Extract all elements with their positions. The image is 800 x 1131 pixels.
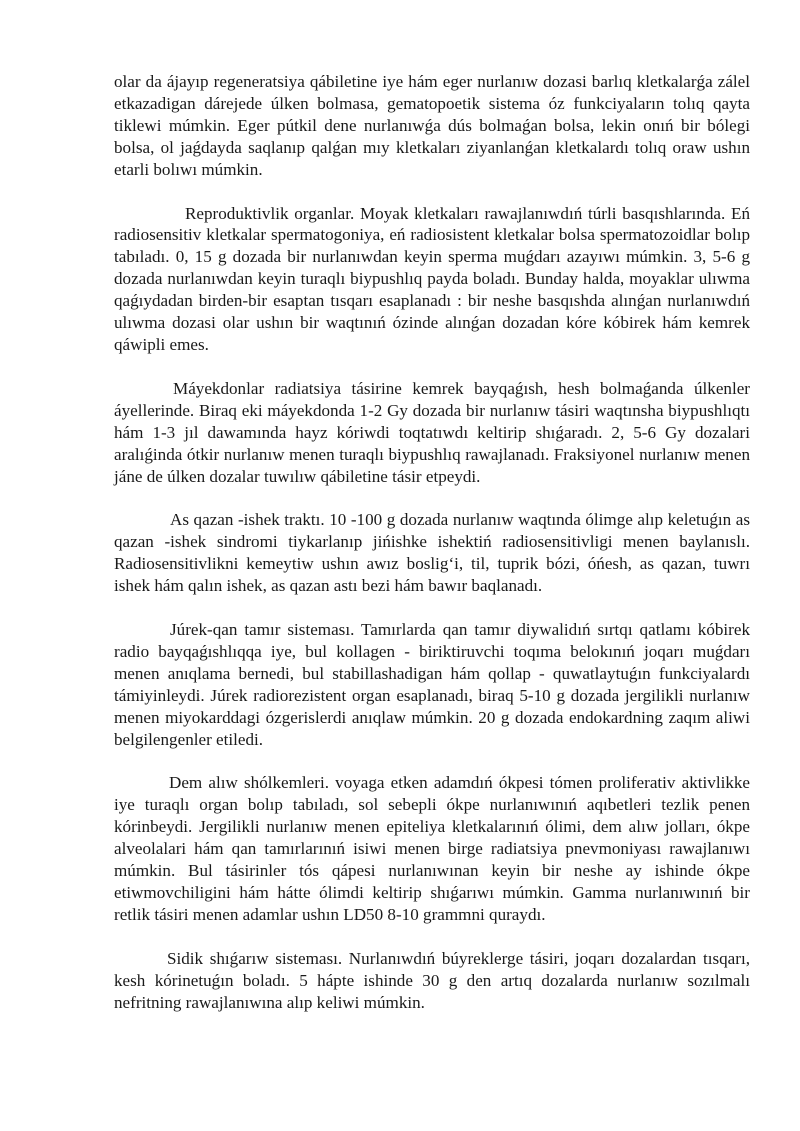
- paragraph-cardiovascular-system: Júrek-qan tamır sisteması. Tamırlarda qan tamır diywalidıń sırtqı qatlamı kóbirek radio bayqaǵıshlıqqa iye, bul kollagen - biriktiruvchi toqıma belokınıń joqarı muǵdarı menen anıqlama bernedi, bul stabillashadigan hám qollap - quwatlaytuǵın funkciyalardı támiyinleydi. Júrek radiorezistent organ esaplanadı, biraq 5-10 g dozada jergilikli nurlanıw menen miyokarddagi ózgerislerdi anıqlaw múmkin. 20 g dozada endokardning zaqım aliwi belgilengenler etiledi.: [114, 620, 750, 749]
- paragraph-respiratory-system: Dem alıw shólkemleri. voyaga etken adamdıń ókpesi tómen proliferativ aktivlikke iye turaqlı organ bolıp tabıladı, sol sebepli ókpe nurlanıwınıń aqıbetleri tezlik penen kórinbeydi. Jergilikli nurlanıw menen epiteliya kletkalarınıń ólimi, dem alıw jolları, ókpe alveolalari hám qan tamırlarınıń isiwi menen birge radiatsiya pnevmoniyası rawajlanıwı múmkin. Bul tásirinler tós qápesi nurlanıwınan keyin bir neshe ay ishinde ókpe etiwmovchiligini hám hátte ólimdi keltirip shıǵarıwı múmkin. Gamma nurlanıwınıń bir retlik tásiri menen adamlar ushın LD50 8-10 grammni quraydı.: [114, 773, 750, 924]
- document-page: [114, 71, 750, 1036]
- paragraph-ovaries: Máyekdonlar radiatsiya tásirine kemrek bayqaǵısh, hesh bolmaǵanda úlkenler áyellerinde. Biraq eki máyekdonda 1-2 Gy dozada bir nurlanıw tásiri waqtınsha biypushlıqtı hám 1-3 jıl dawamında hayz kóriwdi toqtatıwdı keltirip shıǵaradı. 2, 5-6 Gy dozalari aralıǵinda ótkir nurlanıw menen turaqlı biypushlıq rawajlanadı. Fraksiyonel nurlanıw menen jáne de úlken dozalar tuwılıw qábiletine tásir etpeydi.: [114, 378, 750, 486]
- paragraph-urinary-system: Sidik shıǵarıw sisteması. Nurlanıwdıń búyreklerge tásiri, joqarı dozalardan tısqarı, kesh kórinetuǵın boladı. 5 hápte ishinde 30 g den artıq dozalarda nurlanıw sozılmalı nefritning rawajlanıwına alıp keliwi múmkin.: [114, 948, 750, 1012]
- paragraph-hematopoietic: olar da ájayıp regeneratsiya qábiletine iye hám eger nurlanıw dozasi barlıq kletkalarǵa zálel etkazadigan dárejede úlken bolmasa, gematopoetik sistema óz funkciyaların tolıq qayta tiklewi múmkin. Eger pútkil dene nurlanıwǵa dús bolmaǵan bolsa, lekin onıń bir bólegi bolsa, ol jaǵdayda saqlanıp qalǵan mıy kletkaları ziyanlanǵan kletkalardı tolıq oraw ushın etarli bolıwı múmkin.: [114, 72, 750, 179]
- paragraph-gastrointestinal-tract: As qazan -ishek traktı. 10 -100 g dozada nurlanıw waqtında ólimge alıp keletuǵın as qazan -ishek sindromi tiykarlanıp jińishke ishektiń radiosensitivligi menen baylanıslı. Radiosensitivlikni kemeytiw ushın awız bosligʻi, til, tuprik bózi, óńesh, as qazan, tuwrı ishek hám qalın ishek, as qazan astı bezi hám bawır baqlanadı.: [114, 510, 750, 596]
- paragraph-reproductive-organs: Reproduktivlik organlar. Moyak kletkaları rawajlanıwdıń túrli basqıshlarında. Eń radiosensitiv kletkalar spermatogoniya, eń radiosistent kletkalar bolsa spermatozoidlar bolıp tabıladı. 0, 15 g dozada bir nurlanıwdan keyin sperma muǵdarı azayıwı múmkin. 3, 5-6 g dozada nurlanıwdan keyin turaqlı biypushlıq payda boladı. Bunday halda, moyaklar ulıwma qaǵıydadan birden-bir esaptan tısqarı esaplanadı : bir neshe basqıshda alınǵan nurlanıwdıń ulıwma dozasi olar ushın bir waqtınıń ózinde alınǵan dozadan kóre kóbirek hám kemrek qáwipli emes.: [114, 203, 750, 354]
